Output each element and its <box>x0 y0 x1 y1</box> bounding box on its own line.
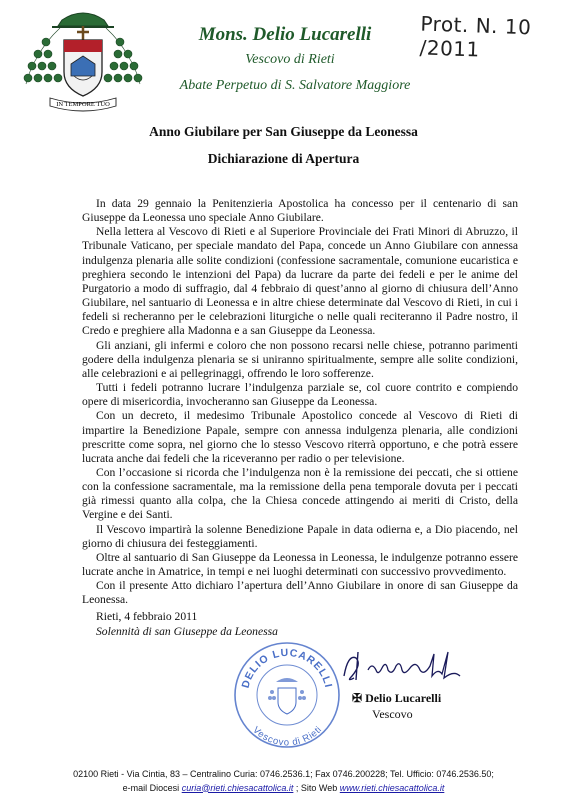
solemnity-line: Solennità di san Giuseppe da Leonessa <box>96 624 278 638</box>
bishop-role: Vescovo di Rieti <box>245 52 335 67</box>
stamp-bottom-text: Vescovo di Rieti <box>250 724 324 749</box>
paragraph: Oltre al santuario di San Giuseppe da Leonessa in Leonessa, le indulgenze potranno essere lucrate anche in Amatrice, in tempi e nei luoghi determinati con successivo provvedimento. <box>82 550 518 579</box>
closing-block <box>82 610 382 639</box>
paragraph: In data 29 gennaio la Penitenzieria Apostolica ha concesso per il centenario di san Giuseppe da Leonessa uno speciale Anno Giubilare. <box>82 197 518 225</box>
coat-motto: IN TEMPORE TUO <box>56 101 110 108</box>
email-label: e-mail Diocesi <box>122 782 180 793</box>
cross-icon: ✠ <box>352 691 363 705</box>
document-body <box>82 197 518 608</box>
document-title: Anno Giubilare per San Giuseppe da Leonessa <box>149 124 418 139</box>
paragraph: Il Vescovo impartirà la solenne Benedizione Papale in data odierna e, a Dio piacendo, nel giorno di chiusura dei festeggiamenti. <box>82 522 518 550</box>
coat-of-arms-icon <box>16 6 150 114</box>
handwritten-signature-icon <box>338 646 488 688</box>
signer-name <box>352 691 441 706</box>
paragraph: Con l’occasione si ricorda che l’indulgenza non è la remissione dei peccati, che si ottiene con la confessione sacramentale, ma la remissione della pena temporale dovuta per i peccati già rimessi quanto alla colpa, che la Chiesa concede attingendo ai meriti di Cristo, della Vergine e dei Santi. <box>82 465 518 522</box>
footer-address: 02100 Rieti - Via Cintia, 83 – Centralino Curia: 0746.2536.1; Fax 0746.200228; Tel. Ufficio: 0746.2536.50; <box>73 769 494 779</box>
official-stamp-icon <box>232 640 342 750</box>
paragraph: Con un decreto, il medesimo Tribunale Apostolico concede al Vescovo di Rieti di impartire la Benedizione Papale, sempre con annessa indulgenza plenaria, alle condizioni prescritte come sopra, nel giorno che lo stesso Vescovo riterrà opportuno, e che potrà essere lucrata anche dai fedeli che la riceveranno per radio o per televisione. <box>82 409 518 465</box>
paragraph: Nella lettera al Vescovo di Rieti e al Superiore Provinciale dei Frati Minori di Abruzzo, il Tribunale Vaticano, per speciale mandato del Papa, concede un Anno Giubilare con annessa indulgenza plenaria alle solite condizioni (confessione sacramentale, comunione eucaristica e preghiera secondo le intenzioni del Papa) da lucrare da parte dei fedeli e per le anime del Purgatorio a modo di suffragio, dal 4 febbraio di quest’anno al giorno di chiusura dell’Anno Giubilare, nel santuario di Leonessa e in altre chiese determinate dal Vescovo di Rieti, in cui i fedeli si recheranno per le celebrazioni liturgiche o nelle quali reciteranno il Padre nostro, il Credo e preghiere alla Madonna e a san Giuseppe da Leonessa. <box>82 225 518 338</box>
footer <box>0 768 567 795</box>
paragraph: Gli anziani, gli infermi e coloro che non possono recarsi nelle chiese, potranno parimenti godere della indulgenza plenaria se si uniranno spiritualmente, sempre alle solite condizioni, alle celebrazioni e ai pellegrinaggi, offrendo le loro sofferenze. <box>82 338 518 380</box>
website-link[interactable]: www.rieti.chiesacattolica.it <box>339 782 445 793</box>
stamp-top-text: DELIO LUCARELLI <box>239 646 335 690</box>
paragraph: Tutti i fedeli potranno lucrare l’indulgenza parziale se, col cuore contrito e compiendo opere di misericordia, invocheranno san Giuseppe da Leonessa. <box>82 381 518 409</box>
signer-role: Vescovo <box>372 707 413 721</box>
place-date: Rieti, 4 febbraio 2011 <box>96 610 198 623</box>
abbot-title: Abate Perpetuo di S. Salvatore Maggiore <box>179 78 411 93</box>
signer-name-text: Delio Lucarelli <box>365 691 442 705</box>
paragraph: Con il presente Atto dichiaro l’apertura dell’Anno Giubilare in onore di san Giuseppe da Leonessa. <box>82 579 518 607</box>
footer-contacts <box>0 782 567 796</box>
protocol-number: Prot. N. 10 /2011 <box>419 11 532 62</box>
web-label: ; Sito Web <box>295 782 338 793</box>
bishop-name: Mons. Delio Lucarelli <box>198 24 372 45</box>
email-link[interactable]: curia@rieti.chiesacattolica.it <box>181 782 294 793</box>
document-subtitle: Dichiarazione di Apertura <box>207 151 360 166</box>
